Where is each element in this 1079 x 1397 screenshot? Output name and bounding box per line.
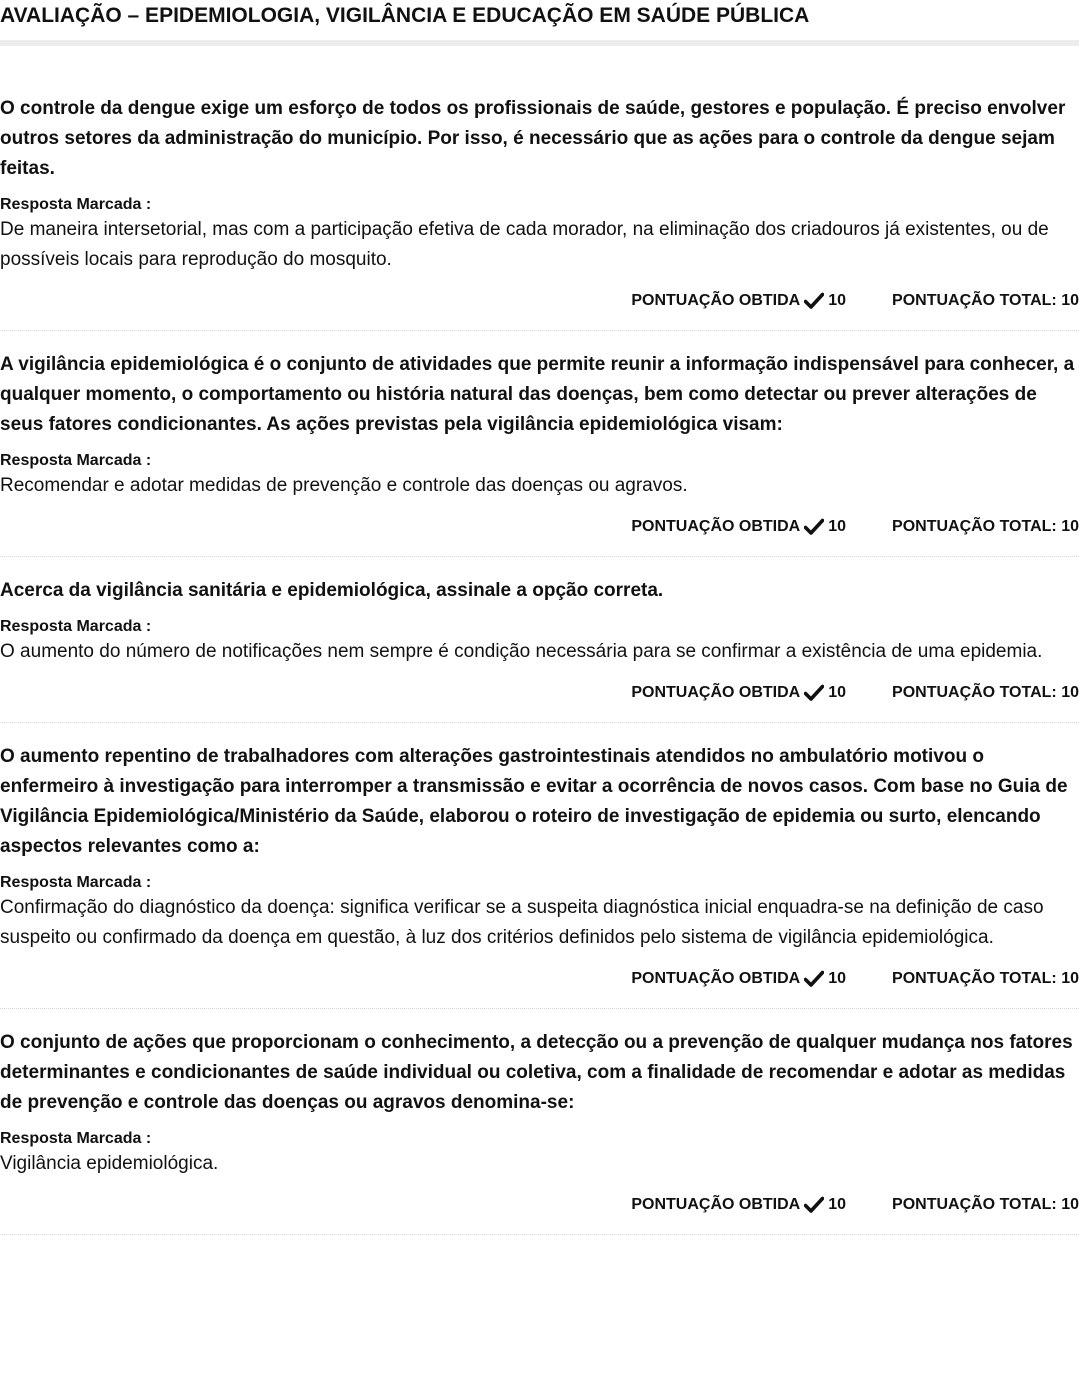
question-item (0, 1028, 1079, 1235)
score-row (0, 285, 1079, 317)
score-total-label: PONTUAÇÃO TOTAL: (892, 970, 1057, 987)
score-obtained (631, 970, 846, 988)
score-obtained-value: 10 (828, 970, 847, 987)
check-icon (804, 518, 824, 536)
score-obtained (631, 518, 846, 536)
question-text: Acerca da vigilância sanitária e epidemiológica, assinale a opção correta. (0, 580, 664, 601)
answer-text: De maneira intersetorial, mas com a participação efetiva de cada morador, na eliminação dos criadouros já existentes, ou de possíveis locais para reprodução do mosquito. (0, 219, 1049, 270)
score-obtained-label: PONTUAÇÃO OBTIDA (631, 518, 801, 535)
score-total-label: PONTUAÇÃO TOTAL: (892, 1196, 1057, 1213)
check-icon (804, 970, 824, 988)
question-item (0, 94, 1079, 331)
answer-label: Resposta Marcada : (0, 618, 152, 635)
check-icon (804, 1196, 824, 1214)
score-obtained-value: 10 (828, 518, 847, 535)
score-total-value: 10 (1061, 684, 1079, 701)
question-text: O conjunto de ações que proporcionam o conhecimento, a detecção ou a prevenção de qualquer mudança nos fatores determinantes e condicionantes de saúde individual ou coletiva, com a finalidade de recomendar e adotar as medidas de prevenção e controle das doenças ou agravos denomina-se: (0, 1032, 1073, 1113)
score-obtained-value: 10 (828, 292, 847, 309)
score-obtained-label: PONTUAÇÃO OBTIDA (631, 292, 801, 309)
score-total-value: 10 (1061, 1196, 1079, 1213)
answer-text: Confirmação do diagnóstico da doença: significa verificar se a suspeita diagnóstica inicial enquadra-se na definição de caso suspeito ou confirmado da doença em questão, à luz dos critérios definidos pelo sistema de vigilância epidemiológica. (0, 897, 1044, 948)
score-row (0, 1189, 1079, 1221)
page-title: AVALIAÇÃO – EPIDEMIOLOGIA, VIGILÂNCIA E EDUCAÇÃO EM SAÚDE PÚBLICA (0, 4, 810, 27)
score-total-label: PONTUAÇÃO TOTAL: (892, 684, 1057, 701)
answer-text: Vigilância epidemiológica. (0, 1153, 219, 1174)
score-total-value: 10 (1061, 970, 1079, 987)
answer-label: Resposta Marcada : (0, 452, 152, 469)
question-item (0, 742, 1079, 1009)
check-icon (804, 292, 824, 310)
score-obtained-label: PONTUAÇÃO OBTIDA (631, 1196, 801, 1213)
score-obtained-label: PONTUAÇÃO OBTIDA (631, 684, 801, 701)
page-header (0, 0, 1079, 46)
answer-label: Resposta Marcada : (0, 196, 152, 213)
answer-text: Recomendar e adotar medidas de prevenção e controle das doenças ou agravos. (0, 475, 688, 496)
score-row (0, 511, 1079, 543)
score-total (892, 684, 1079, 702)
score-obtained (631, 1196, 846, 1214)
question-text: A vigilância epidemiológica é o conjunto de atividades que permite reunir a informação indispensável para conhecer, a qualquer momento, o comportamento ou história natural das doenças, bem como detectar ou prever alterações de seus fatores condicionantes. As ações previstas pela vigilância epidemiológica visam: (0, 354, 1075, 435)
score-total-label: PONTUAÇÃO TOTAL: (892, 292, 1057, 309)
score-obtained-label: PONTUAÇÃO OBTIDA (631, 970, 801, 987)
score-total (892, 518, 1079, 536)
score-obtained (631, 292, 846, 310)
question-text: O controle da dengue exige um esforço de todos os profissionais de saúde, gestores e população. É preciso envolver outros setores da administração do município. Por isso, é necessário que as ações para o controle da dengue sejam feitas. (0, 98, 1066, 179)
score-total-label: PONTUAÇÃO TOTAL: (892, 518, 1057, 535)
score-row (0, 963, 1079, 995)
score-total (892, 1196, 1079, 1214)
question-item (0, 576, 1079, 723)
score-row (0, 677, 1079, 709)
answer-label: Resposta Marcada : (0, 1130, 152, 1147)
score-obtained-value: 10 (828, 1196, 847, 1213)
score-total (892, 970, 1079, 988)
score-obtained (631, 684, 846, 702)
score-obtained-value: 10 (828, 684, 847, 701)
check-icon (804, 684, 824, 702)
question-item (0, 350, 1079, 557)
question-list (0, 46, 1079, 1235)
score-total (892, 292, 1079, 310)
score-total-value: 10 (1061, 518, 1079, 535)
score-total-value: 10 (1061, 292, 1079, 309)
answer-label: Resposta Marcada : (0, 874, 152, 891)
question-text: O aumento repentino de trabalhadores com alterações gastrointestinais atendidos no ambulatório motivou o enfermeiro à investigação para interromper a transmissão e evitar a ocorrência de novos casos. Com base no Guia de Vigilância Epidemiológica/Ministério da Saúde, elaborou o roteiro de investigação de epidemia ou surto, elencando aspectos relevantes como a: (0, 746, 1068, 857)
answer-text: O aumento do número de notificações nem sempre é condição necessária para se confirmar a existência de uma epidemia. (0, 641, 1043, 662)
